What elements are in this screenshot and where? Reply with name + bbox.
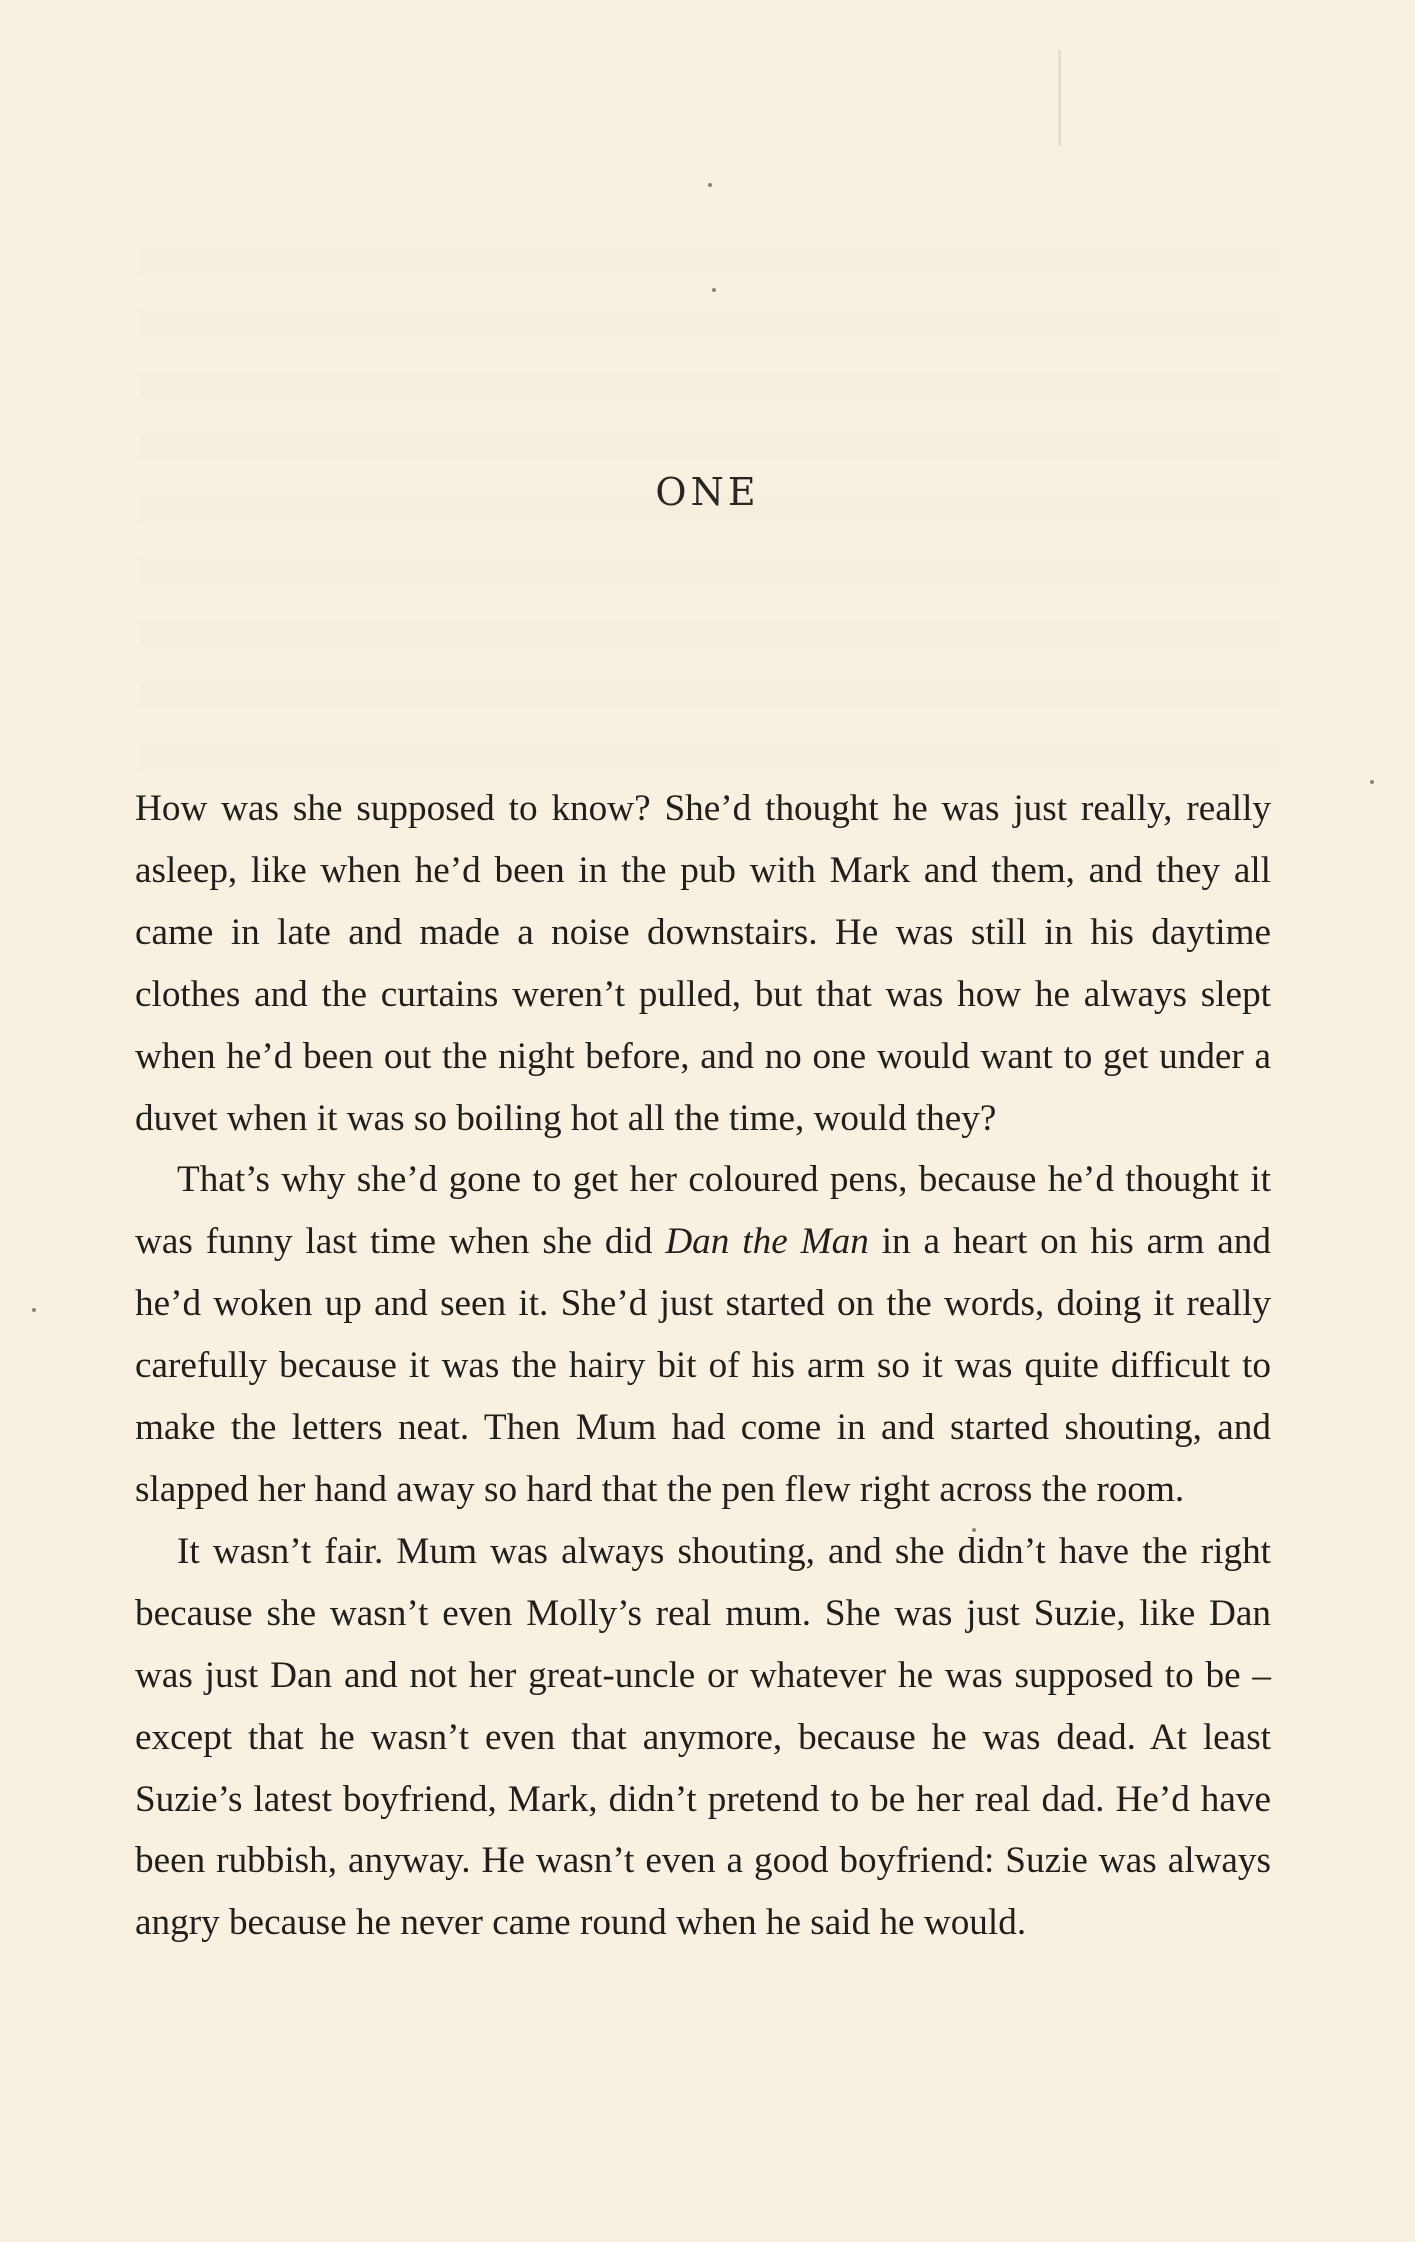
show-through-line — [140, 744, 1280, 770]
paper-speck — [32, 1308, 36, 1312]
paper-speck — [1370, 780, 1374, 784]
show-through-line — [140, 310, 1280, 336]
paper-speck — [708, 183, 712, 187]
show-through-line — [140, 558, 1280, 584]
chapter-heading: ONE — [655, 470, 760, 514]
paragraph — [135, 1149, 1271, 1520]
chapter-body — [135, 778, 1271, 1954]
show-through-line — [140, 620, 1280, 646]
paper-speck — [712, 288, 716, 292]
page-edge-mark — [1058, 50, 1061, 146]
paragraph: How was she supposed to know? She’d thought he was just really, really asleep, like when he’d been in the pub with Mark and them, and they all came in late and made a noise downstairs. He was still in his daytime clothes and the curtains weren’t pulled, but that was how he always slept when he’d been out the night before, and no one would want to get under a duvet when it was so boiling hot all the time, would they? — [135, 788, 1271, 1139]
show-through-line — [140, 434, 1280, 460]
paragraph-text: in a heart on his arm and he’d woken up and seen it. She’d just started on the words, doing it really carefully because it was the hairy bit of his arm so it was quite difficult to make the letters neat. Then Mum had come in and started shouting, and slapped her hand away so hard that the pen flew right across the room. — [135, 1221, 1271, 1510]
show-through-line — [140, 372, 1280, 398]
paragraph-text: That’s why she’d gone to get her coloured pens, because he’d thought it was funny last time when she did — [135, 1159, 1271, 1263]
paragraph: It wasn’t fair. Mum was always shouting, and she didn’t have the right because she wasn’t even Molly’s real mum. She was just Suzie, like Dan was just Dan and not her great-uncle or whatever he was supposed to be – except that he wasn’t even that anymore, because he was dead. At least Suzie’s latest boyfriend, Mark, didn’t pretend to be her real dad. He’d have been rubbish, anyway. He wasn’t even a good boyfriend: Suzie was always angry because he never came round when he said he would. — [135, 1530, 1271, 1944]
italic-title: Dan the Man — [665, 1221, 869, 1263]
show-through-line — [140, 248, 1280, 274]
show-through-line — [140, 682, 1280, 708]
